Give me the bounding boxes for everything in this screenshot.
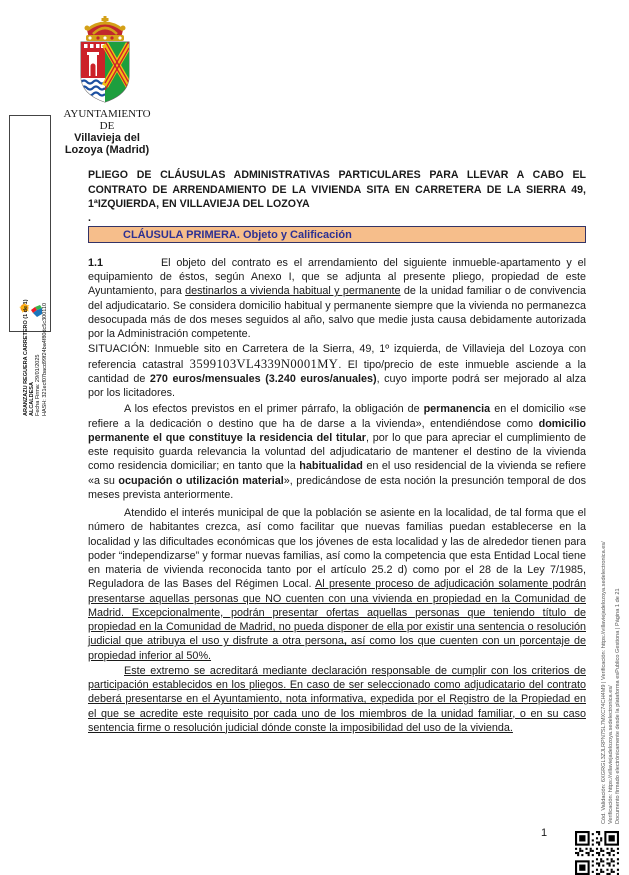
page-number: 1 (541, 827, 548, 839)
validation-code-line: Cód. Validación: 6XGRGL3ZJLRPN7SL7MXC74CH4M9 | Verificación: https://villaviejadelozoya.sedelectronica.es/ (601, 541, 607, 824)
qr-code (575, 831, 619, 875)
paragraph-situacion: SITUACIÓN: Inmueble sito en Carretera de la Sierra, 49, 1º izquierda, de Villavieja del Lozoya con referencia catastral 3599103VL4339N0001MY. El tipo/precio de este inmueble asciende a la cantidad de 270 euros/mensuales (3.240 euros/anuales), cuyo importe podrá ser mejorado al alza por los licitadores. (88, 343, 586, 400)
signer-name: ARANZAZU REGUERA CARRETERO (1 de 1) (23, 299, 29, 416)
document-body (88, 168, 586, 735)
org-name-line3: Villavieja del (74, 132, 140, 144)
paragraph-interes-municipal: Atendido el interés municipal de que la población se asiente en la localidad, de tal forma que el número de habitantes crezca, así como facilitar que nuevas familias puedan establecerse en la localidad y las dificultades económicas que los jóvenes de esta localidad y las de alrededor tienen para poder “independizarse” y formar nuevas familias, así como la competencia que esta Entidad Local tiene en materia de vivienda reconocida tanto por el artículo 25.2 d) como por el 28 de la Ley 7/1985, Reguladora de las Bases del Régimen Local. Al presente proceso de adjudicación solamente podrán presentarse aquellas personas que NO cuenten con una vivienda en propiedad en la Comunidad de Madrid. Excepcionalmente, podrán presentar ofertas aquellas personas que teniendo título de propiedad en la Comunidad de Madrid, no pueda disponer de ella por existir una sentencia o resolución judicial que atribuya el uso y disfrute a otra persona, así como los que cuenten con un porcentaje de propiedad inferior al 50%. (88, 507, 586, 662)
verification-url-line: Verificación: https://villaviejadelozoya.sedelectronica.es/ (608, 685, 614, 824)
document-title: PLIEGO DE CLÁUSULAS ADMINISTRATIVAS PARTICULARES PARA LLEVAR A CABO EL CONTRATO DE ARRENDAMIENTO DE LA VIVIENDA SITA EN CARRETERA DE LA SIERRA 49, 1ªIZQUIERDA, EN VILLAVIEJA DEL LOZOYA (88, 169, 586, 211)
signer-role: ALCALDESA (29, 382, 36, 416)
paragraph-1-1: 1.1 El objeto del contrato es el arrendamiento del siguiente inmueble-apartamento y el equipamiento de éstos, según Anexo I, que se adjunta al presente pliego, propiedad de este Ayuntamiento, para destinarlos a vivienda habitual y permanente de la unidad familiar o de convivencia del adjudicatario. Se considera domicilio habitual y permanente siempre que la vivienda no permanezca desocupada más de dos meses seguidos al año, salvo que medie justa causa debidamente autorizada por la Administración competente. (88, 256, 587, 341)
org-name-line2: DE (99, 120, 115, 132)
org-name-line4: Lozoya (Madrid) (64, 144, 150, 156)
paragraph-acreditacion: Este extremo se acreditará mediante declaración responsable de cumplir con los criterios de participación establecidos en los pliegos. En caso de ser seleccionado como adjudicatario del contrato deberá presentarse en el Ayuntamiento, nota informativa, expedida por el Registro de la Propiedad en el que se acredite este requisito por cada uno de los miembros de la unidad familiar, o en su caso sentencia firme o resolución judicial dónde conste la imposibilidad del uso de la vivienda. (88, 664, 586, 734)
paragraph-efectos: A los efectos previstos en el primer párrafo, la obligación de permanencia en el domicilio «se refiere a la dedicación o destino que ha de darse a la vivienda», entendiéndose como domicilio permanente el que constituye la residencia del titular, por lo que para apreciar el cumplimiento de este requisito guarda relevancia la voluntad del adjudicatario de mantener el destino de la vivienda como residencia domiciliar; en tanto que la habitualidad en el uso residencial de la vivienda se refiere «a su ocupación o utilización material», predicándose de esta noción la presunción temporal de dos meses prevista anteriormente. (88, 403, 587, 501)
signature-date: Fecha Firma: 29/01/2025 (35, 354, 42, 416)
org-name-line1: AYUNTAMIENTO (63, 108, 151, 120)
clause-heading: CLÁUSULA PRIMERA. Objeto y Calificación (88, 226, 586, 243)
esigned-platform-line: Documento firmado electrónicamente desde la plataforma esPublico Gestiona | Página 1 de 21 (615, 588, 621, 824)
stray-dot: . (88, 211, 91, 224)
signature-hash: HASH: 321ecf07bacd99f24ba4f80dc5c300110 (41, 302, 48, 416)
town-name-block (47, 108, 167, 156)
municipal-coat-of-arms (73, 8, 137, 105)
signature-stamp-box (9, 115, 51, 416)
